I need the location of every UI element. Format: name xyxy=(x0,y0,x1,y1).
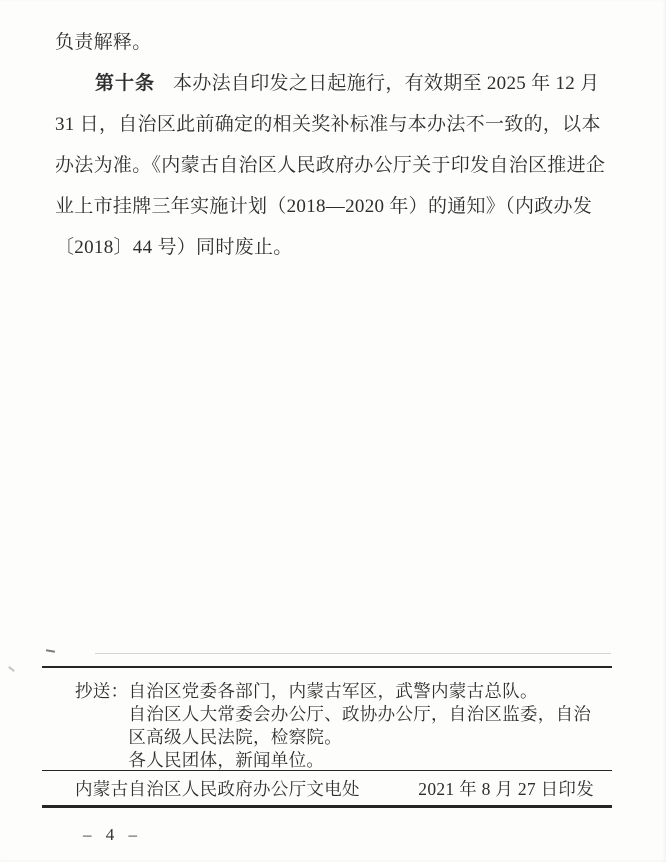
body-line-6: 〔2018〕44 号）同时废止。 xyxy=(55,237,293,258)
body-line-2-text: 本办法自印发之日起施行，有效期至 2025 年 12 月 xyxy=(173,73,600,94)
cc-label: 抄送： xyxy=(75,681,129,701)
print-info-row xyxy=(42,777,612,801)
body-line-3: 31 日，自治区此前确定的相关奖补标准与本办法不一致的，以本 xyxy=(55,114,601,135)
footer-bottom-rule xyxy=(42,805,612,808)
body-line-2 xyxy=(55,63,615,104)
issuing-office: 内蒙古自治区人民政府办公厅文电处 xyxy=(75,779,360,799)
cc-block xyxy=(75,680,612,772)
print-date: 2021 年 8 月 27 日印发 xyxy=(418,779,594,799)
cc-line-1: 自治区党委各部门，内蒙古军区，武警内蒙古总队。 xyxy=(128,681,538,701)
scan-artifact-tick xyxy=(46,649,55,652)
footer-middle-rule xyxy=(42,770,612,771)
body-line-4: 办法为准。《内蒙古自治区人民政府办公厅关于印发自治区推进企 xyxy=(55,155,606,176)
cc-line-2: 自治区人大常委会办公厅、政协办公厅，自治区监委，自治 xyxy=(128,704,592,724)
body-line-1: 负责解释。 xyxy=(55,32,152,53)
cc-lines xyxy=(128,680,591,772)
body-line-5: 业上市挂牌三年实施计划（2018—2020 年）的通知》（内政办发 xyxy=(55,196,593,217)
cc-line-3: 区高级人民法院，检察院。 xyxy=(128,727,343,747)
scan-artifact-faint-line xyxy=(95,653,611,654)
cc-line-4: 各人民团体，新闻单位。 xyxy=(128,750,325,770)
document-body xyxy=(55,22,615,268)
scan-artifact-speck xyxy=(8,666,15,672)
page-number: – 4 – xyxy=(83,825,142,844)
article-number-label: 第十条 xyxy=(95,73,156,94)
footer-top-rule xyxy=(42,666,612,668)
